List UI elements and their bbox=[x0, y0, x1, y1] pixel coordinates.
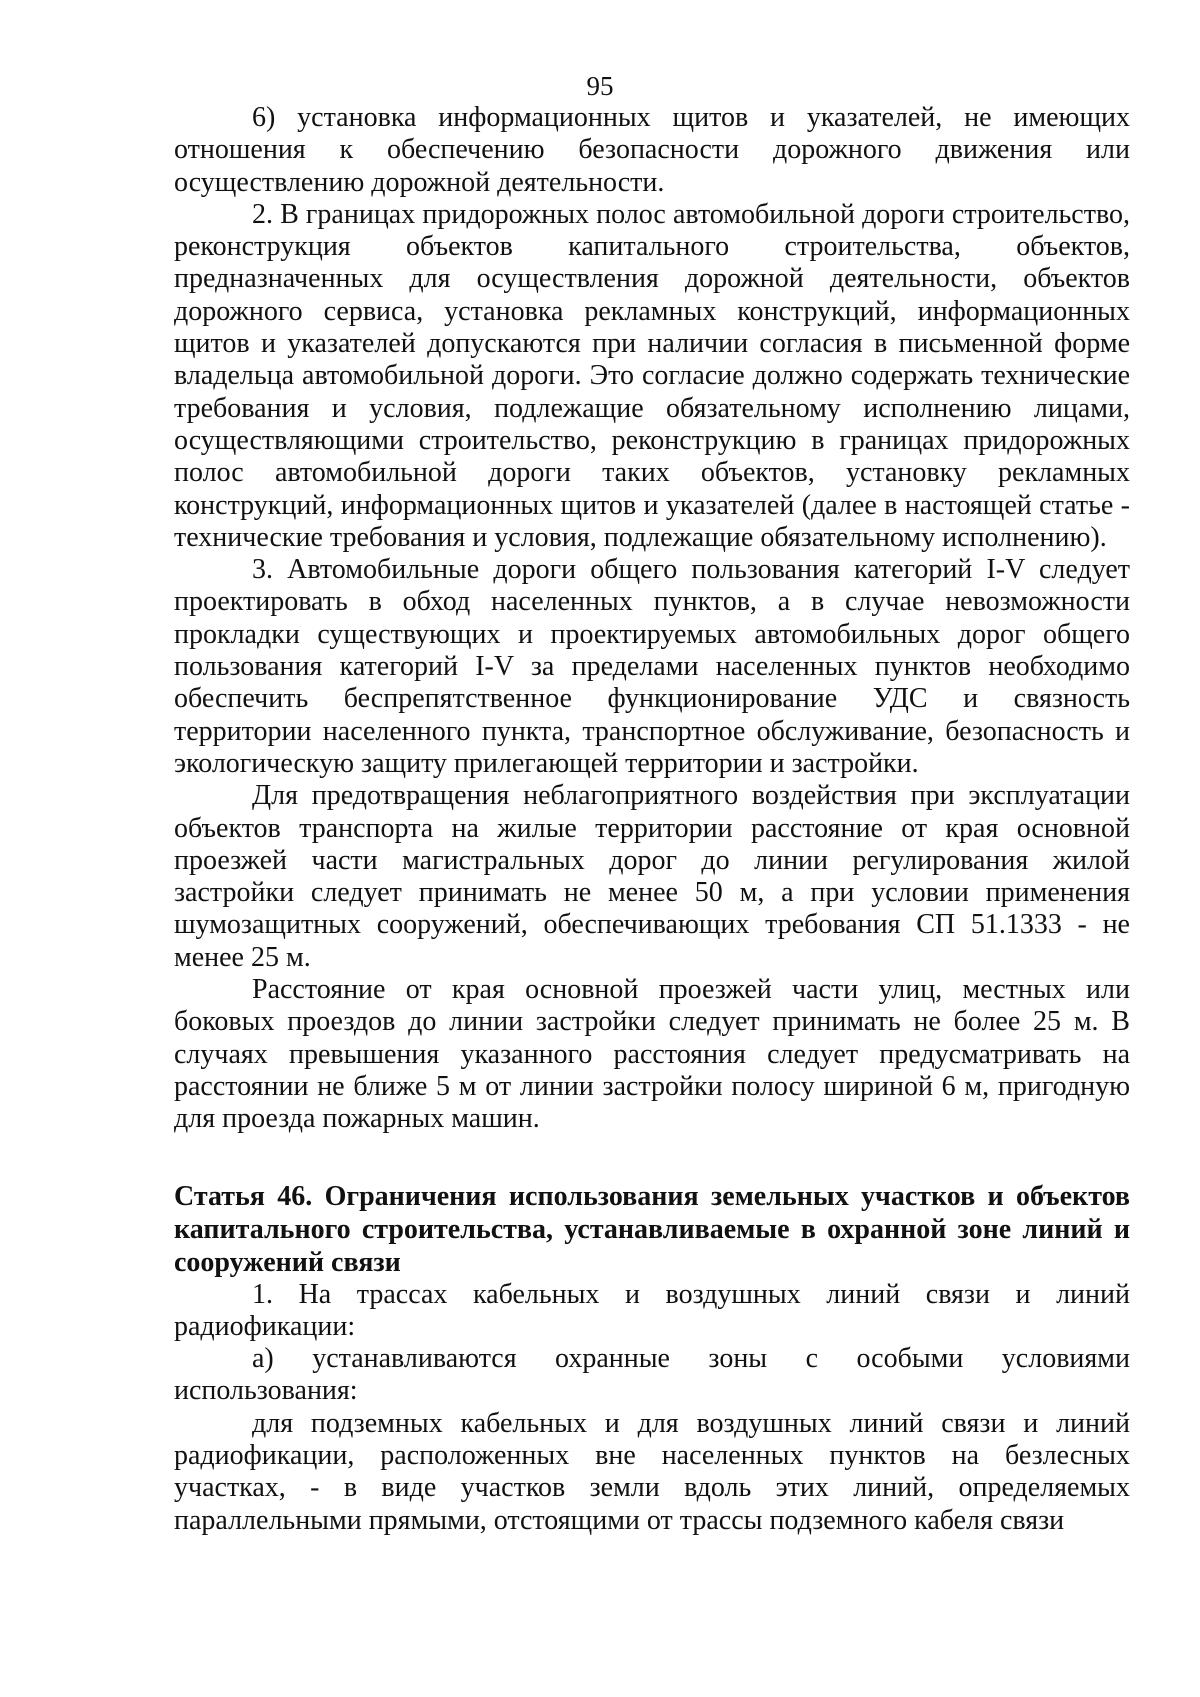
article-heading: Статья 46. Ограничения использования земельных участков и объектов капитального строительства, устанавливаемые в охранной зоне линий и сооружений связи bbox=[174, 1180, 1130, 1278]
paragraph-article-item-a: а) устанавливаются охранные зоны с особыми условиями использования: bbox=[174, 1343, 1130, 1407]
paragraph-underground-cables: для подземных кабельных и для воздушных линий связи и линий радиофикации, расположенных вне населенных пунктов на безлесных участках, - в виде участков земли вдоль этих линий, определяемых параллельными прямыми, отстоящими от трассы подземного кабеля связи bbox=[174, 1407, 1130, 1536]
paragraph-building-line-distance: Расстояние от края основной проезжей части улиц, местных или боковых проездов до линии застройки следует принимать не более 25 м. В случаях превышения указанного расстояния следует предусматривать на расстоянии не ближе 5 м от линии застройки полосу шириной 6 м, пригодную для проезда пожарных машин. bbox=[174, 974, 1130, 1135]
paragraph-section-2: 2. В границах придорожных полос автомобильной дороги строительство, реконструкция объектов капитального строительства, объектов, предназначенных для осуществления дорожной деятельности, объектов дорожного сервиса, установка рекламных конструкций, информационных щитов и указателей допускаются при наличии согласия в письменной форме владельца автомобильной дороги. Это согласие должно содержать технические требования и условия, подлежащие обязательному исполнению лицами, осуществляющими строительство, реконструкцию в границах придорожных полос автомобильной дороги таких объектов, установку рекламных конструкций, информационных щитов и указателей (далее в настоящей статье - технические требования и условия, подлежащие обязательному исполнению). bbox=[174, 198, 1130, 553]
page-content bbox=[174, 102, 1130, 1537]
paragraph-section-3: 3. Автомобильные дороги общего пользования категорий I-V следует проектировать в обход населенных пунктов, а в случае невозможности прокладки существующих и проектируемых автомобильных дорог общего пользования категорий I-V за пределами населенных пунктов необходимо обеспечить беспрепятственное функционирование УДС и связность территории населенного пункта, транспортное обслуживание, безопасность и экологическую защиту прилегающей территории и застройки. bbox=[174, 554, 1130, 779]
paragraph-item-6: 6) установка информационных щитов и указателей, не имеющих отношения к обеспечению безопасности дорожного движения или осуществлению дорожной деятельности. bbox=[174, 102, 1130, 198]
paragraph-noise-protection: Для предотвращения неблагоприятного воздействия при эксплуатации объектов транспорта на жилые территории расстояние от края основной проезжей части магистральных дорог до линии регулирования жилой застройки следует принимать не менее 50 м, а при условии применения шумозащитных сооружений, обеспечивающих требования СП 51.1333 - не менее 25 м. bbox=[174, 780, 1130, 973]
page-number: 95 bbox=[586, 71, 614, 101]
paragraph-article-item-1: 1. На трассах кабельных и воздушных линий связи и линий радиофикации: bbox=[174, 1278, 1130, 1342]
